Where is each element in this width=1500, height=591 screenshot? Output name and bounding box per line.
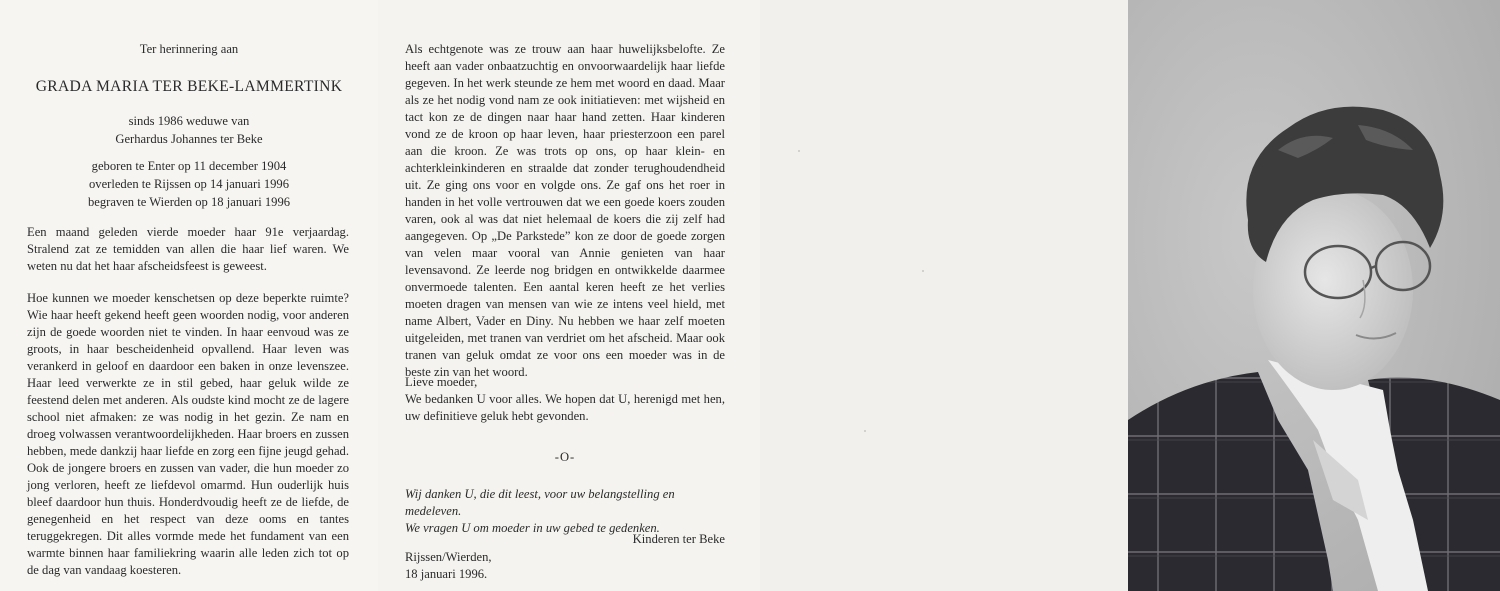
greeting-block (405, 374, 725, 425)
blank-panel (760, 0, 1128, 591)
separator-mark: -O- (554, 450, 576, 464)
portrait-photo (1128, 0, 1500, 591)
death-date: overleden te Rijssen op 14 januari 1996 (88, 177, 290, 191)
widow-since-text: sinds 1986 weduwe van (128, 114, 250, 128)
widow-block (0, 112, 378, 148)
place-date-block (405, 549, 725, 583)
paragraph-birthday: Een maand geleden vierde moeder haar 91e verjaardag. Stralend zat ze temidden van allen die haar lief waren. We weten nu dat het haar afscheidsfeest is geweest. (27, 225, 349, 273)
thanks-line-1: Wij danken U, die dit leest, voor uw belangstelling en medeleven. (405, 487, 675, 518)
husband-name: Gerhardus Johannes ter Beke (115, 132, 263, 146)
portrait-illustration (1128, 0, 1500, 591)
left-card-panel (0, 0, 378, 591)
life-dates-block (0, 157, 378, 211)
farewell-text: We bedanken U voor alles. We hopen dat U, herenigd met hen, uw definitieve geluk hebt gevonden. (405, 392, 725, 423)
place-text: Rijssen/Wierden, (405, 550, 492, 564)
greeting-text: Lieve moeder, (405, 375, 478, 389)
date-text: 18 januari 1996. (405, 567, 488, 581)
intro-text: Ter herinnering aan (139, 42, 239, 56)
birth-date: geboren te Enter op 11 december 1904 (91, 159, 287, 173)
paragraph-life: Hoe kunnen we moeder kenschetsen op deze beperkte ruimte? Wie haar heeft gekend heeft geen woorden nodig, voor anderen zijn de goede woorden niet te vinden. In haar eenvoud was ze groots, in haar bescheidenheid opvallend. Haar leven was verankerd in geloof en daardoor een baken in onze levenszee. Haar leed verwerkte ze in stil gebed, haar geluk wilde ze feestend delen met anderen. Als oudste kind mocht ze de lagere school niet afmaken: ze was nodig in het gezin. Ze nam en droeg volwassen verantwoordelijkheden. Haar broers en zussen hebben, mede dankzij haar liefde en zorg een fijne jeugd gehad. Ook de jongere broers en zussen van vader, die hun moeder zo jong verloren, heeft ze liefdevol omarmd. Hun ouderlijk huis bleef daardoor hun thuis. Honderdvoudig heeft ze de liefde, de genegenheid en het respect van deze ooms en tantes teruggekregen. Dit alles vormde mede het fundament van een warmte binnen haar familiekring waarin alle leden zich tot op de dag van vandaag koesteren. (27, 291, 349, 577)
deceased-name: GRADA MARIA TER BEKE-LAMMERTINK (35, 78, 343, 95)
burial-date: begraven te Wierden op 18 januari 1996 (87, 195, 291, 209)
paragraph-spouse: Als echtgenote was ze trouw aan haar huwelijksbelofte. Ze heeft aan vader onbaatzuchtig en onvoorwaardelijk haar liefde gegeven. In het werk steunde ze hem met woord en daad. Maar als ze het nodig vond nam ze ook initiatieven: met wijsheid en tact kon ze de dingen naar haar hand zetten. Haar kinderen vond ze de kroon op haar leven, haar priesterzoon een parel aan die kroon. Ze was trots op ons, op haar klein- en achterkleinkinderen en straalde dat zonder terughoudendheid uit. Ze ging ons voor en volgde ons. Ze gaf ons het roer in handen in het volle vertrouwen dat we een goede koers zouden varen, ook al was dat niet helemaal de koers die zij zelf had aangegeven. Op „De Parkstede” kon ze door de goede zorgen van velen maar vooral van Annie genieten van haar levensavond. Ze leerde nog bridgen en ontwikkelde daarmee onvermoede talenten. Een aantal keren heeft ze het verlies moeten dragen van mensen van wie ze intens veel hield, met name Albert, Vader en Diny. Nu hebben we haar zelf moeten uitgeleiden, met tranen van verdriet om het afscheid. Maar ook tranen van geluk omdat ze voor ons een moeder was in de beste zin van het woord. (405, 42, 725, 379)
paper-speck (864, 430, 866, 432)
paper-speck (798, 150, 800, 152)
signature: Kinderen ter Beke (632, 532, 725, 546)
thanks-block (405, 486, 725, 537)
paper-speck (922, 270, 924, 272)
thanks-line-2: We vragen U om moeder in uw gebed te gedenken. (405, 521, 660, 535)
